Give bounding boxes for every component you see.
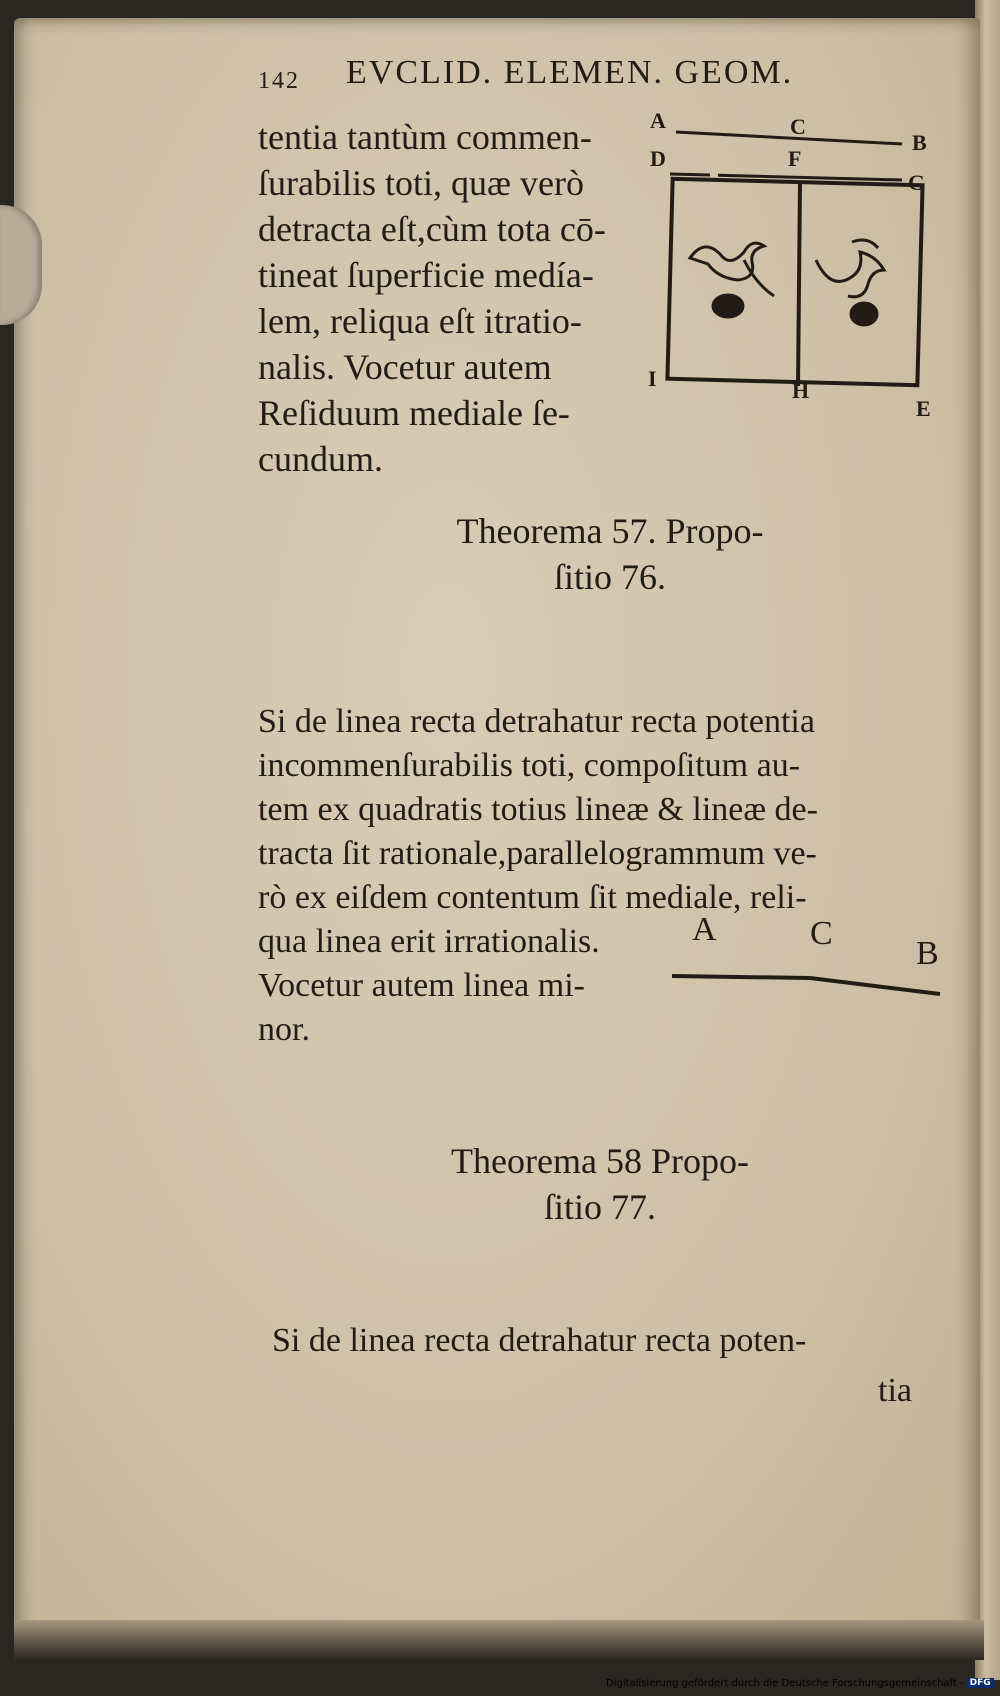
text-line: tracta ſit rationale,parallelogrammum ve-: [258, 835, 817, 872]
text-line: Reſiduum mediale ſe-: [258, 393, 570, 433]
label-f: F: [788, 146, 802, 171]
text-line: rò ex eiſdem contentum ſit mediale, reli-: [258, 879, 807, 916]
text-line: tentia tantùm commen-: [258, 117, 592, 157]
text-line: lem, reliqua eſt itratio-: [258, 301, 582, 341]
dfg-logo: DFG: [967, 1678, 994, 1688]
theorem-58-heading: [350, 1138, 850, 1230]
geometric-figure-1: [640, 110, 940, 430]
label-b: B: [916, 935, 939, 972]
theorem-57-heading: [360, 508, 860, 600]
segment-cb: [810, 978, 940, 994]
text-line: cundum.: [258, 439, 383, 479]
text-line: nor.: [258, 1011, 310, 1048]
ornament-right: [816, 240, 884, 326]
segment-ac: [672, 976, 810, 978]
footer-text: Digitalisierung gefördert durch die Deutsche Forschungsgemeinschaft -: [606, 1678, 964, 1689]
heading-line: ſitio 76.: [553, 557, 666, 597]
label-c: C: [810, 915, 833, 952]
rectangle-dgei: [667, 179, 922, 385]
text-line: tineat ſuperficie medía-: [258, 255, 594, 295]
line-fh: [798, 182, 800, 386]
label-e: E: [916, 396, 931, 421]
page-number: 142: [258, 68, 300, 94]
text-line: detracta eſt,cùm tota cō-: [258, 209, 606, 249]
text-line: tem ex quadratis totius lineæ & lineæ de-: [258, 791, 818, 828]
running-title: EVCLID. ELEMEN. GEOM.: [346, 54, 794, 91]
label-g: G: [908, 170, 926, 195]
paragraph-continued: [258, 114, 606, 482]
heading-line: Theorema 58 Propo-: [451, 1141, 749, 1181]
text-line: incommenſurabilis toti, compoſitum au-: [258, 747, 801, 784]
ornament-left: [690, 243, 774, 318]
label-a: A: [650, 110, 666, 133]
text-line: ſurabilis toti, quæ verò: [258, 163, 584, 203]
heading-line: Theorema 57. Propo-: [456, 511, 764, 551]
label-c: C: [790, 114, 806, 139]
label-i: I: [648, 366, 657, 391]
text-line: qua linea erit irrationalis.: [258, 923, 600, 960]
text-line: Si de linea recta detrahatur recta potentia: [258, 703, 815, 740]
text-line: Vocetur autem linea mi-: [258, 967, 585, 1004]
page-bottom-edge: [14, 1620, 984, 1660]
digitization-footer: [606, 1678, 1000, 1696]
label-d: D: [650, 146, 666, 171]
label-b: B: [912, 130, 927, 155]
geometric-figure-2: [660, 910, 950, 1000]
label-a: A: [692, 911, 717, 948]
catchword: tia: [878, 1372, 912, 1409]
running-header: [258, 52, 898, 106]
text-line: nalis. Vocetur autem: [258, 347, 552, 387]
line-acb: [676, 132, 902, 144]
proposition-77-text: Si de linea recta detrahatur recta poten-: [272, 1322, 807, 1359]
label-h: H: [792, 378, 810, 403]
heading-line: ſitio 77.: [543, 1187, 656, 1227]
